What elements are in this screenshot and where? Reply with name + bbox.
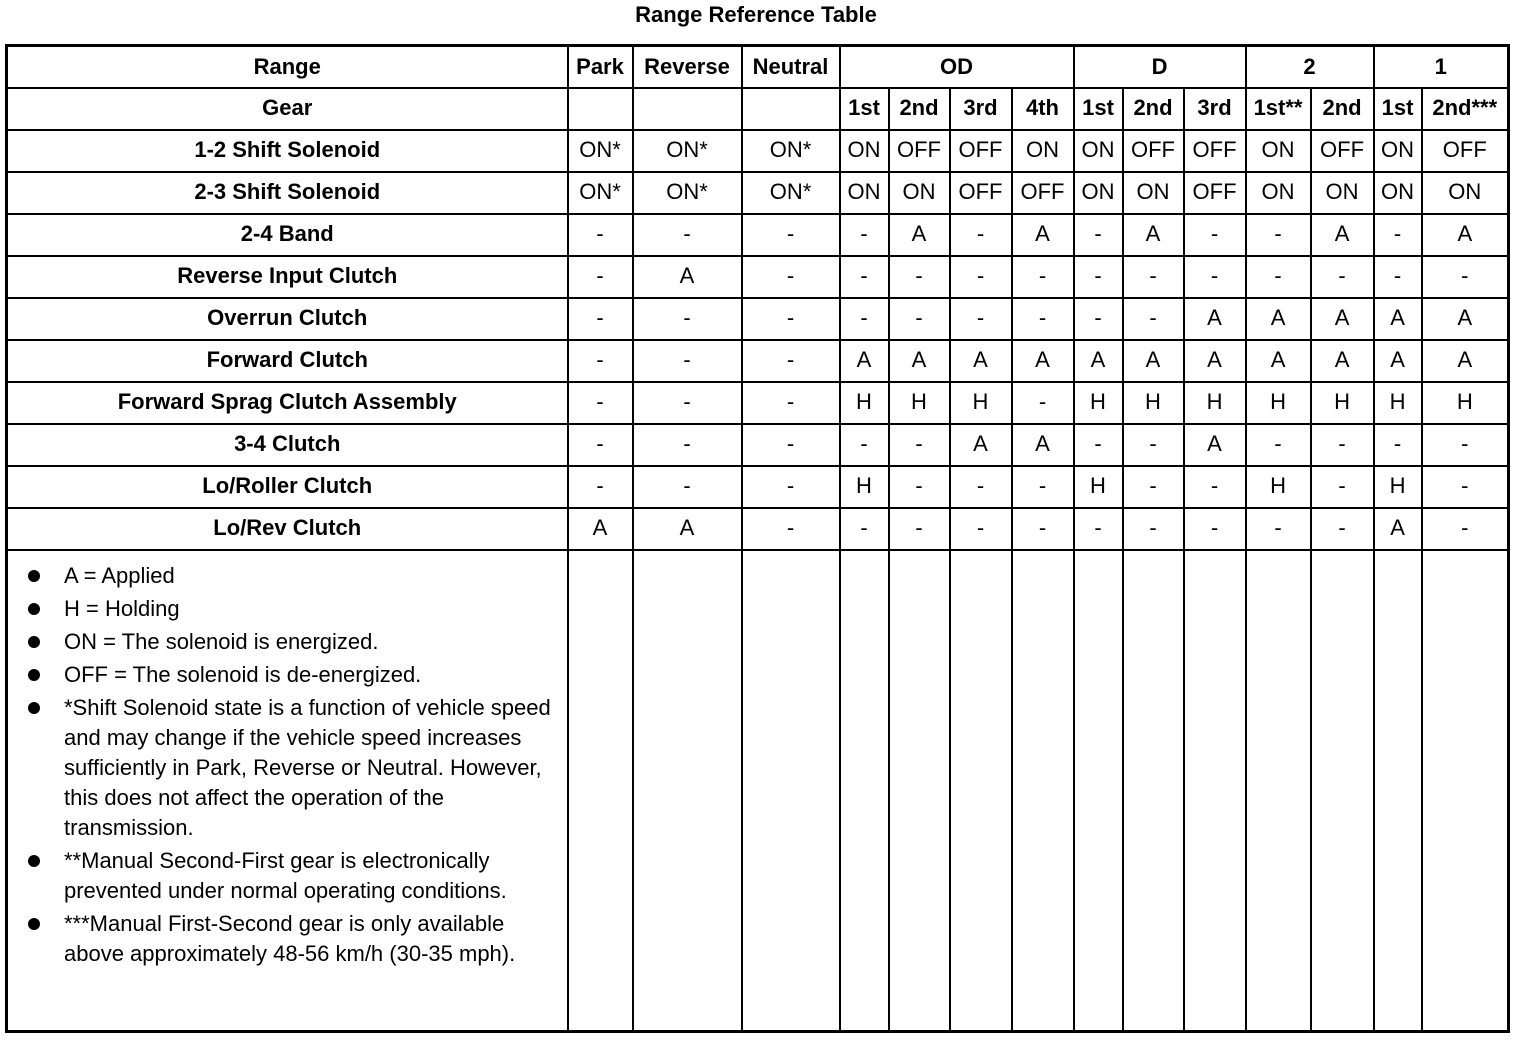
table-cell: - [633, 382, 742, 424]
gear-empty [568, 88, 633, 130]
bullet-icon [28, 918, 40, 930]
row-label: Forward Sprag Clutch Assembly [7, 382, 568, 424]
table-cell: - [1422, 256, 1509, 298]
table-cell: - [840, 256, 889, 298]
table-cell: ON [1422, 172, 1509, 214]
table-cell: A [1311, 214, 1374, 256]
table-cell: - [568, 298, 633, 340]
gear-cell: 4th [1012, 88, 1074, 130]
table-row [7, 214, 1509, 256]
table-cell: A [1246, 298, 1311, 340]
gear-cell: 1st [1374, 88, 1422, 130]
table-cell: H [1374, 466, 1422, 508]
gear-label: Gear [7, 88, 568, 130]
note-item [8, 693, 567, 843]
table-cell: - [840, 298, 889, 340]
bullet-icon [28, 855, 40, 867]
table-cell: H [1246, 382, 1311, 424]
table-cell: - [742, 298, 840, 340]
table-cell: - [889, 256, 950, 298]
table-cell: A [1422, 214, 1509, 256]
table-cell: A [1311, 298, 1374, 340]
table-cell: - [1123, 256, 1184, 298]
table-cell: - [1311, 508, 1374, 550]
table-cell: - [1246, 256, 1311, 298]
bullet-icon [28, 570, 40, 582]
table-cell: A [568, 508, 633, 550]
table-cell: - [1123, 466, 1184, 508]
note-text: *Shift Solenoid state is a function of vehicle speed and may change if the vehicle speed increases sufficiently in Park, Reverse or Neutral. However, this does not affect the operation of the transmission. [64, 694, 551, 840]
table-row [7, 424, 1509, 466]
note-item [8, 594, 567, 624]
gear-empty [633, 88, 742, 130]
table-cell: H [1311, 382, 1374, 424]
range-od: OD [840, 46, 1074, 88]
table-cell: OFF [889, 130, 950, 172]
table-cell: - [633, 466, 742, 508]
note-text: OFF = The solenoid is de-energized. [64, 661, 422, 687]
table-cell: - [568, 340, 633, 382]
table-cell: A [1012, 214, 1074, 256]
gear-cell: 2nd [889, 88, 950, 130]
note-item [8, 627, 567, 657]
table-cell: - [633, 214, 742, 256]
table-cell: ON* [742, 172, 840, 214]
table-cell: A [633, 256, 742, 298]
range-reverse: Reverse [633, 46, 742, 88]
table-cell: - [950, 298, 1012, 340]
table-cell: ON [1074, 130, 1123, 172]
table-cell: A [950, 340, 1012, 382]
table-cell: - [1074, 214, 1123, 256]
table-cell: H [840, 466, 889, 508]
table-cell: - [1246, 508, 1311, 550]
gear-header-row [7, 88, 1509, 130]
gear-cell: 1st** [1246, 88, 1311, 130]
table-cell: H [1422, 382, 1509, 424]
table-cell: - [1012, 298, 1074, 340]
table-cell: - [742, 256, 840, 298]
table-cell: - [840, 508, 889, 550]
bullet-icon [28, 603, 40, 615]
range-reference-table [5, 44, 1510, 1033]
table-cell: - [889, 424, 950, 466]
table-cell: A [950, 424, 1012, 466]
table-cell: - [840, 424, 889, 466]
table-cell: - [1184, 466, 1246, 508]
row-label: 1-2 Shift Solenoid [7, 130, 568, 172]
range-park: Park [568, 46, 633, 88]
table-cell: - [1311, 424, 1374, 466]
table-cell: A [889, 214, 950, 256]
table-cell: ON* [742, 130, 840, 172]
row-label: 3-4 Clutch [7, 424, 568, 466]
table-cell: ON [1374, 172, 1422, 214]
table-cell: - [742, 424, 840, 466]
table-cell: A [889, 340, 950, 382]
table-cell: ON* [633, 172, 742, 214]
table-cell: - [1311, 466, 1374, 508]
note-text: ON = The solenoid is energized. [64, 628, 379, 654]
note-text: **Manual Second-First gear is electronically prevented under normal operating conditions. [64, 847, 507, 903]
table-cell: - [1074, 256, 1123, 298]
table-cell: H [1374, 382, 1422, 424]
table-cell: ON [840, 172, 889, 214]
table-cell: OFF [1123, 130, 1184, 172]
notes-list [8, 551, 567, 978]
table-row [7, 256, 1509, 298]
table-cell: - [889, 298, 950, 340]
table-cell: - [889, 466, 950, 508]
bullet-icon [28, 636, 40, 648]
range-label: Range [7, 46, 568, 88]
table-cell: A [1184, 424, 1246, 466]
notes-cell [7, 550, 568, 1032]
row-label: Overrun Clutch [7, 298, 568, 340]
row-label: Lo/Roller Clutch [7, 466, 568, 508]
table-cell: - [1374, 256, 1422, 298]
table-cell: - [568, 424, 633, 466]
table-row [7, 298, 1509, 340]
table-cell: ON [889, 172, 950, 214]
bullet-icon [28, 669, 40, 681]
table-cell: OFF [1184, 172, 1246, 214]
table-cell: - [950, 256, 1012, 298]
row-label: Reverse Input Clutch [7, 256, 568, 298]
table-cell: - [1012, 466, 1074, 508]
table-cell: OFF [1012, 172, 1074, 214]
table-cell: OFF [1184, 130, 1246, 172]
table-cell: H [1184, 382, 1246, 424]
row-label: 2-3 Shift Solenoid [7, 172, 568, 214]
table-cell: OFF [1311, 130, 1374, 172]
gear-empty [742, 88, 840, 130]
table-cell: - [568, 382, 633, 424]
table-cell: OFF [950, 130, 1012, 172]
table-cell: - [742, 340, 840, 382]
range-d: D [1074, 46, 1246, 88]
range-header-row [7, 46, 1509, 88]
range-1: 1 [1374, 46, 1509, 88]
table-cell: H [889, 382, 950, 424]
table-cell: A [1374, 508, 1422, 550]
table-cell: - [889, 508, 950, 550]
table-cell: A [1374, 298, 1422, 340]
row-label: Lo/Rev Clutch [7, 508, 568, 550]
table-cell: H [1123, 382, 1184, 424]
note-item [8, 909, 567, 969]
table-cell: - [1374, 424, 1422, 466]
table-row [7, 130, 1509, 172]
table-cell: - [1311, 256, 1374, 298]
table-cell: OFF [1422, 130, 1509, 172]
gear-cell: 1st [840, 88, 889, 130]
gear-cell: 3rd [1184, 88, 1246, 130]
table-cell: ON [1311, 172, 1374, 214]
table-cell: - [742, 508, 840, 550]
row-label: Forward Clutch [7, 340, 568, 382]
table-cell: - [950, 214, 1012, 256]
table-cell: - [950, 508, 1012, 550]
note-text: A = Applied [64, 562, 175, 588]
table-cell: - [1074, 298, 1123, 340]
table-cell: ON* [568, 130, 633, 172]
table-cell: - [1422, 508, 1509, 550]
table-cell: A [1123, 340, 1184, 382]
table-cell: A [633, 508, 742, 550]
table-cell: ON [1374, 130, 1422, 172]
table-cell: - [1074, 424, 1123, 466]
table-cell: - [568, 466, 633, 508]
table-row [7, 382, 1509, 424]
table-cell: A [840, 340, 889, 382]
table-cell: A [1123, 214, 1184, 256]
gear-cell: 1st [1074, 88, 1123, 130]
table-cell: H [950, 382, 1012, 424]
table-cell: A [1012, 424, 1074, 466]
table-cell: A [1422, 340, 1509, 382]
table-cell: - [633, 424, 742, 466]
table-cell: - [1074, 508, 1123, 550]
table-cell: - [1184, 214, 1246, 256]
table-cell: ON [1246, 172, 1311, 214]
table-cell: - [1184, 256, 1246, 298]
gear-cell: 2nd [1123, 88, 1184, 130]
table-cell: - [1246, 424, 1311, 466]
gear-cell: 3rd [950, 88, 1012, 130]
table-cell: - [1374, 214, 1422, 256]
table-cell: - [742, 466, 840, 508]
table-cell: H [1246, 466, 1311, 508]
note-text: H = Holding [64, 595, 180, 621]
table-cell: H [1074, 382, 1123, 424]
table-cell: A [1311, 340, 1374, 382]
range-neutral: Neutral [742, 46, 840, 88]
gear-cell: 2nd*** [1422, 88, 1509, 130]
table-cell: - [568, 214, 633, 256]
bullet-icon [28, 702, 40, 714]
table-cell: ON [1123, 172, 1184, 214]
table-cell: A [1184, 298, 1246, 340]
note-item [8, 561, 567, 591]
row-label: 2-4 Band [7, 214, 568, 256]
table-cell: - [1123, 298, 1184, 340]
table-cell: ON [1246, 130, 1311, 172]
table-cell: - [950, 466, 1012, 508]
table-cell: OFF [950, 172, 1012, 214]
table-cell: - [1123, 424, 1184, 466]
table-cell: - [1246, 214, 1311, 256]
note-text: ***Manual First-Second gear is only available above approximately 48-56 km/h (30-35 mph). [64, 910, 516, 966]
range-2: 2 [1246, 46, 1374, 88]
table-cell: ON [840, 130, 889, 172]
table-cell: - [742, 214, 840, 256]
table-row [7, 340, 1509, 382]
table-cell: - [1012, 508, 1074, 550]
table-cell: - [1123, 508, 1184, 550]
table-row [7, 508, 1509, 550]
table-row [7, 172, 1509, 214]
table-cell: ON* [633, 130, 742, 172]
table-cell: A [1184, 340, 1246, 382]
table-cell: ON [1074, 172, 1123, 214]
table-row [7, 466, 1509, 508]
table-cell: A [1246, 340, 1311, 382]
table-cell: A [1422, 298, 1509, 340]
table-cell: - [1012, 256, 1074, 298]
notes-row [7, 550, 1509, 1032]
table-cell: - [633, 298, 742, 340]
table-cell: - [1184, 508, 1246, 550]
gear-cell: 2nd [1311, 88, 1374, 130]
table-cell: A [1074, 340, 1123, 382]
table-cell: ON* [568, 172, 633, 214]
table-cell: ON [1012, 130, 1074, 172]
table-cell: - [1012, 382, 1074, 424]
note-item [8, 846, 567, 906]
table-cell: H [1074, 466, 1123, 508]
table-cell: A [1012, 340, 1074, 382]
table-cell: A [1374, 340, 1422, 382]
table-cell: - [633, 340, 742, 382]
table-cell: - [1422, 466, 1509, 508]
table-cell: - [1422, 424, 1509, 466]
table-cell: H [840, 382, 889, 424]
note-item [8, 660, 567, 690]
page-title: Range Reference Table [635, 2, 877, 27]
table-cell: - [568, 256, 633, 298]
table-cell: - [742, 382, 840, 424]
table-cell: - [840, 214, 889, 256]
